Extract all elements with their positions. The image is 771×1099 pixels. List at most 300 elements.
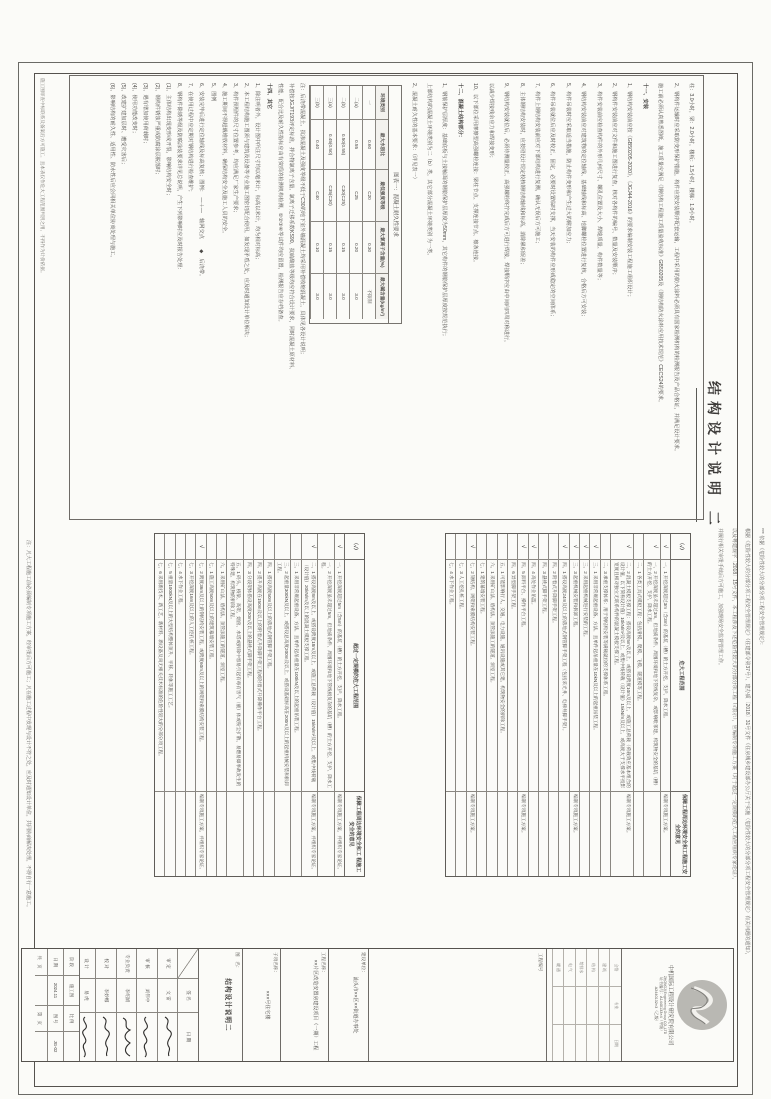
countersign-blank bbox=[587, 987, 599, 1025]
field-value: ×××号住宅楼 bbox=[264, 990, 270, 1020]
opinion-cell: 编制专项施工方案。 bbox=[663, 794, 669, 836]
countersign-header: 专业 bbox=[610, 987, 622, 1025]
note-line: 5、构件吊装时应采取适当措施，防止构件变形和产生过大的附加应力； bbox=[564, 83, 571, 247]
field-value: 汕头市××区××街道办事处 bbox=[352, 976, 358, 1034]
sheet-title: 结构设计说明 二 bbox=[706, 381, 722, 531]
scope-cell: 三、2 采用起重机械进行安装的工程。 bbox=[580, 560, 589, 792]
opinion-cell bbox=[155, 792, 164, 876]
table-row bbox=[185, 534, 195, 876]
opinion-cell bbox=[487, 792, 496, 876]
sheet-meta-cell: 日 期 bbox=[47, 949, 63, 976]
durability-table-grid bbox=[310, 86, 388, 323]
note-line: 4、施工期间不得超载堆放材料，确保结构安全及施工人员的安全。 bbox=[220, 83, 227, 237]
durability-cell: 3.0 bbox=[323, 274, 336, 319]
scope-cell: 一、2 开挖深度虽未超过5m，但地质条件、周围环境和地下管线极复杂的基坑（槽）的土方开挖、支护、降水工程。 bbox=[318, 560, 334, 792]
opinion-cell bbox=[529, 792, 538, 876]
durability-cell: 三(b) bbox=[310, 86, 323, 120]
margin-paragraph-line: 并履行相关审批手续后方可施工，加强现场安全监督管理工作。 bbox=[717, 528, 724, 669]
company-section bbox=[621, 949, 733, 1061]
note-line: 以减少焊接残余应力和焊接变形； bbox=[487, 83, 494, 161]
check-cell: √ bbox=[570, 534, 579, 560]
table-row bbox=[589, 534, 599, 876]
check-cell bbox=[207, 534, 216, 560]
note-line: 十二、混凝土结构部分： bbox=[456, 83, 463, 141]
scope-cell: 四、2 附着式升降脚手架工程。 bbox=[549, 560, 558, 792]
opinion-cell bbox=[318, 792, 334, 876]
check-cell: √ bbox=[467, 534, 476, 560]
opinion-cell bbox=[186, 792, 195, 876]
signature-role-label: 审 核 bbox=[137, 949, 158, 979]
signature-grid bbox=[80, 949, 198, 1061]
bottom-margin-note-2: 施工图审查中标联系及备案后方可施工，且本表仅作危大工程范围判别之用，不得作为计价依据。 bbox=[40, 78, 45, 276]
note-sub-item: (5)、改建扩建加层时、遭受灾害后； bbox=[120, 83, 127, 168]
table-row bbox=[476, 534, 486, 876]
note-line: 柱：3.0小时，梁：2.0小时，楼板：1.5小时，楼梯：1.0小时。 bbox=[688, 83, 694, 226]
check-cell bbox=[254, 534, 263, 560]
signature-squiggle-icon bbox=[80, 1014, 93, 1060]
opinion-cell bbox=[644, 792, 660, 876]
durability-cell: 0.60 bbox=[362, 120, 375, 170]
durability-cell: 3.0 bbox=[336, 274, 349, 319]
table-row bbox=[155, 534, 164, 876]
table-header-scope: 超过一定规模的危大工程范围 bbox=[345, 560, 364, 792]
sheet-meta-cell: 第 页 bbox=[35, 1006, 47, 1032]
table-row bbox=[558, 534, 568, 876]
note-line: 2、混凝土耐久性的基本要求：（详见表一） bbox=[410, 83, 417, 182]
opinion-cell bbox=[244, 792, 253, 876]
opinion-cell bbox=[559, 792, 568, 876]
note-line: 7、在使用过程中应定期对钢结构进行检查维护； bbox=[187, 83, 194, 195]
durability-cell: 二(a) bbox=[349, 86, 362, 120]
table-row bbox=[610, 534, 633, 876]
table-row bbox=[660, 534, 670, 876]
project-fields-section bbox=[198, 949, 368, 1061]
handwritten-signature bbox=[80, 1013, 96, 1061]
dangerous-works-table bbox=[445, 533, 691, 877]
opinion-cell bbox=[227, 792, 243, 876]
scope-cell: 三、1 采用非常规起重设备、方法，且单件起吊重量在100kN及以上的起重吊装工程。 bbox=[291, 560, 300, 792]
opinion-cell: 编制专项施工方案。 bbox=[469, 794, 475, 836]
check-cell bbox=[155, 534, 164, 560]
company-logo-icon bbox=[677, 980, 727, 1030]
scope-cell: 四、6 异型脚手架工程。 bbox=[508, 560, 517, 792]
project-field bbox=[328, 949, 368, 1061]
durability-cell: 3.0 bbox=[310, 274, 323, 319]
check-cell bbox=[634, 534, 643, 560]
table-row bbox=[290, 534, 300, 876]
note-line: 6、安装完毕后进行定位轴线及标高复核；图例： —＋— 轴网交点 ◆ 后浇带。 bbox=[198, 83, 205, 280]
general-notes-block bbox=[69, 75, 704, 520]
table-row bbox=[206, 534, 216, 876]
bottom-margin-note: 注：凡大工程施工前必须编制专项施工方案，经审批后方可施工；凡在施工过程中发现与设计不符之处，应及时通知设计单位，共同协商解决处理，不得自行一意施工。 bbox=[25, 540, 31, 911]
sheet-meta-cell: 比 例 bbox=[63, 1006, 79, 1032]
notes-bottom-section bbox=[173, 83, 307, 512]
note-line: 7、构件上钢结构安装前应对下部结构进行复测，确认无误后方可施工； bbox=[533, 83, 540, 247]
scope-cell: 七、2 钢结构、网架和索膜结构安装工程。 bbox=[467, 560, 476, 792]
durability-header-cell: 最大氯离子含量(%) bbox=[375, 222, 388, 274]
scope-cell: 一、1 开挖深度超过3m（含3m）的基坑（槽）的土方开挖、支护、降水工程。 bbox=[661, 560, 670, 792]
scope-cell: 二、1 搭设高度8m及以上，或搭设跨度18m及以上，或施工总荷载（设计值）15kN/m²及以上，或集中线荷载（设计值）20kN/m及以上的混凝土模板支撑工程。 bbox=[302, 560, 318, 792]
durability-cell: 0.40 bbox=[310, 120, 323, 170]
check-cell: √ bbox=[302, 534, 318, 560]
handwritten-signature bbox=[137, 1013, 158, 1061]
note-line: 3、构件安装前应检查构件的外形几何尺寸、螺孔位置及大小、焊缝质量、构件数量等； bbox=[595, 83, 602, 284]
table-row bbox=[334, 534, 344, 876]
signature-header-date: 日 期 bbox=[178, 1013, 199, 1061]
countersign-grid bbox=[552, 949, 621, 1061]
project-field bbox=[280, 949, 328, 1061]
field-label: 子项名称： bbox=[273, 952, 278, 975]
note-sub-item: (1)、主体结构出现变形或开裂，影响结构安全时； bbox=[164, 83, 171, 199]
countersign-header: 会签 bbox=[610, 949, 622, 987]
margin-paragraph-line: 根据《危险性较大的分部分项工程安全管理规定》（住建部令第37号）、建办质〔2018〕31号文件《住房城乡建设部办公厅关于实施〈危险性较大的分部分项工程安全管理规定〉有关问题的通知》， bbox=[744, 528, 751, 958]
scope-cell: 七、3 人工挖孔桩工程。 bbox=[456, 560, 465, 792]
project-field bbox=[198, 949, 242, 1061]
check-cell bbox=[275, 534, 291, 560]
scope-cell: 一、2 开挖深度虽未超过3m，但地质条件、周围环境和地下管线复杂，或影响毗邻建、构筑物安全的基坑（槽）的土方开挖、支护、降水工程。 bbox=[644, 560, 660, 792]
table-row bbox=[548, 534, 558, 876]
durability-header-cell: 最大碱含量(kg/m³) bbox=[375, 274, 388, 319]
check-cell bbox=[318, 534, 334, 560]
note-line: 8、主体钢结构安装时，应按照设计规定校核钢结构轴线和标高，消除累积误差； bbox=[518, 83, 525, 268]
margin-paragraph-line: *** 依据《危险性较大的分部分项工程安全管理规定》： bbox=[758, 528, 764, 648]
scope-cell: 五、1 码头、桥梁、高架、烟囱、水塔或拆除中容易引起有毒有害气（液）体或粉尘扩散、易燃易爆事故发生的特殊建、构筑物的拆除工程。 bbox=[227, 560, 243, 792]
table-row bbox=[317, 534, 334, 876]
check-cell: √ bbox=[196, 534, 205, 560]
note-line: 10、以下部位采用摩擦型高强螺栓连接：梁柱节点、支撑连接节点、檩条连接。 bbox=[472, 83, 479, 266]
opinion-cell: 编制专项施工方案。 bbox=[521, 794, 527, 836]
table-row bbox=[600, 534, 610, 876]
opinion-cell: 编制专项施工方案。 bbox=[626, 794, 632, 836]
sheet-meta-grid bbox=[35, 949, 79, 1061]
durability-cell: C20 bbox=[362, 170, 375, 222]
check-cell bbox=[549, 534, 558, 560]
field-value: ××片区改造安置房建设项目（一期）工程 bbox=[312, 959, 318, 1051]
note-line: 补偿按JGJ/T193评定标准，拌合物氯离子含量、氯离子迁移系数KS90、抗硫酸盐等级均应符合设计要求，同时混凝土原材料、 bbox=[288, 83, 295, 373]
table-row bbox=[253, 534, 263, 876]
countersign-blank bbox=[575, 1025, 587, 1061]
check-cell bbox=[186, 534, 195, 560]
check-cell: √ bbox=[611, 534, 633, 560]
table-row bbox=[569, 534, 579, 876]
scope-cell: 六、1 采用矿山法、盾构法、顶管法施工的隧道、洞室工程。 bbox=[217, 560, 226, 792]
table-row bbox=[455, 534, 465, 876]
signature-header-name: 签 名 bbox=[178, 979, 199, 1013]
company-name-cn: 中机国际工程设计研究院有限公司 bbox=[667, 964, 673, 1046]
check-cell: √ bbox=[518, 534, 527, 560]
signature-role-label: 专业负责 bbox=[116, 949, 137, 979]
countersign-blank bbox=[575, 987, 587, 1025]
scope-cell: 二、3 承重支撑体系：用于钢结构安装等满载就位的支撑体系工程。 bbox=[601, 560, 610, 792]
check-cell: √ bbox=[559, 534, 568, 560]
check-cell bbox=[487, 534, 496, 560]
sheet-meta-cell bbox=[35, 1032, 47, 1061]
countersign-discipline: 电 气 bbox=[564, 949, 576, 987]
table-row bbox=[466, 534, 476, 876]
scope-cell: 四、1 搭设高度24m及以上的落地式钢管脚手架工程（包括采光井、电梯井脚手架）。 bbox=[559, 560, 568, 792]
table-header-check: （√） bbox=[671, 534, 690, 560]
scope-cell: 三、1 采用非常规起重设备、方法，且单件起吊重量在10kN及以上的起重吊装工程。 bbox=[590, 560, 599, 792]
scope-cell: 四、4 高处作业吊篮。 bbox=[529, 560, 538, 792]
signature-role-label: 设 计 bbox=[80, 949, 96, 979]
note-line: 4、钢结构安装前应对建筑物的定位轴线、基础轴线和标高、地脚螺栓位置进行复核，合格后方可安装； bbox=[580, 83, 587, 320]
sheet-meta-cell: 阶 段 bbox=[63, 949, 79, 976]
table-header-check: （√） bbox=[345, 534, 364, 560]
durability-cell: 0.55 bbox=[349, 120, 362, 170]
signature-section bbox=[80, 949, 198, 1061]
signature-squiggle-icon bbox=[161, 1014, 175, 1060]
notes-top-section bbox=[405, 83, 698, 512]
signature-squiggle-icon bbox=[99, 1014, 113, 1060]
table-row bbox=[195, 534, 205, 876]
scope-cell: 二、2 混凝土模板支撑工程：搭设高度5m及以上，或搭设跨度10m及以上，或施工总荷载（荷载效应基本组合的设计值，以下简称设计值）10kN/m²及以上，或集中线荷载（设计值）15kN/m及以上，或高度大于支撑水平投影宽度且相对独立无联系构件的混凝土模板支撑工程。 bbox=[611, 560, 633, 792]
scope-cell: 四、3 分段架体搭设高度20m及以上的悬挑式脚手架工程。 bbox=[244, 560, 253, 792]
table-row bbox=[633, 534, 643, 876]
check-cell: √ bbox=[529, 534, 538, 560]
durability-cell: 0.50(0.55) bbox=[336, 120, 349, 170]
concrete-durability-table bbox=[309, 85, 402, 324]
durability-cell: 0.20 bbox=[349, 222, 362, 274]
project-number-label: 工程编号 bbox=[538, 953, 543, 972]
note-line: 9、钢结构安装就位后，必须待测量校正、高强螺栓终拧完成后方可进行焊接，焊接顺序应由中间向四周对称进行， bbox=[503, 83, 510, 346]
table-row bbox=[263, 534, 273, 876]
table-row bbox=[497, 534, 507, 876]
countersign-header: 日期 bbox=[610, 1025, 622, 1061]
scope-cell: 七、2 跨度36m及以上的钢结构安装工程，或跨度60m及以上的网架和索膜结构安装工程。 bbox=[196, 560, 205, 792]
check-cell bbox=[244, 534, 253, 560]
durability-cell: 二(b) bbox=[336, 86, 349, 120]
scope-cell: 二、1 各类工具式模板工程：包括滑模、爬模、飞模、隧道模等工程。 bbox=[634, 560, 643, 792]
check-cell bbox=[601, 534, 610, 560]
signature-printed-name: 文 雷 bbox=[157, 979, 178, 1013]
note-line: 十四、其它 bbox=[265, 83, 272, 109]
table-row bbox=[528, 534, 538, 876]
countersign-blank bbox=[552, 987, 564, 1025]
field-label: 工程名称： bbox=[321, 952, 326, 975]
table-row bbox=[517, 534, 527, 876]
note-line: 2、钢构件安装前应对文件和施工图进行复查，核对各构件的编号、数量及安装顺序； bbox=[610, 83, 617, 278]
opinion-cell: 编制专项施工方案，并组织专家论证。 bbox=[199, 794, 205, 873]
scope-cell: 六、1 采用矿山法、盾构法、顶管法施工的隧道、洞室工程。 bbox=[487, 560, 496, 792]
opinion-cell bbox=[446, 792, 455, 876]
check-cell bbox=[291, 534, 300, 560]
durability-header-cell: 最低强度等级 bbox=[375, 170, 388, 222]
scope-cell: 七、4 水下作业工程。 bbox=[446, 560, 455, 792]
logo-wave-icon bbox=[677, 980, 727, 1030]
sheet-meta-cell: 图 号 bbox=[47, 1006, 63, 1032]
note-line: 5、图例 bbox=[209, 83, 216, 102]
opinion-cell bbox=[217, 792, 226, 876]
countersign-discipline: 建 筑 bbox=[598, 949, 610, 987]
countersign-blank bbox=[564, 1025, 576, 1061]
scope-cell: 五、1 可能影响行人、交通、电力设施、通讯设施或其它建、构筑物安全的拆除工程。 bbox=[498, 560, 507, 792]
countersign-blank bbox=[587, 1025, 599, 1061]
check-cell bbox=[498, 534, 507, 560]
countersign-blank bbox=[564, 987, 576, 1025]
durability-header-cell: 最大水胶比 bbox=[375, 120, 388, 170]
handwritten-signature bbox=[157, 1013, 178, 1061]
opinion-cell bbox=[498, 792, 507, 876]
note-sub-item: (6)、影响结构的耐久性、适用性、防水性后应会同相关单位协商处理与施工。 bbox=[108, 83, 115, 261]
scope-cell: 三、3 起重机械安装和拆卸工程。 bbox=[570, 560, 579, 792]
sheet-meta-cell bbox=[63, 1032, 79, 1061]
scope-cell: 七、1 施工高度50m及以上的建筑幕墙安装工程。 bbox=[207, 560, 216, 792]
durability-cell: C40 bbox=[310, 170, 323, 222]
opinion-cell: 编制专项施工方案，并组织专家论证。 bbox=[337, 794, 343, 873]
note-line: 注：后浇带混凝土、抗渗混凝土及强度等级不低于C30的地下室外墙混凝土均采用补偿收缩混凝土，具体见各设计说明； bbox=[299, 83, 306, 358]
signature-squiggle-icon bbox=[140, 1014, 154, 1060]
opinion-cell bbox=[508, 792, 517, 876]
opinion-cell: 编制专项施工方案，并组织专家论证。 bbox=[310, 794, 316, 873]
note-line: 2、钢构件运输时应采取防变形保护措施，构件应按安装顺序配套运输，工程中采用的防火涂料必须具有国家检测机构的检测报告及产品合格证，并满足设计要求。 bbox=[672, 83, 679, 455]
countersign-discipline: 暖 通 bbox=[552, 949, 564, 987]
opinion-cell bbox=[634, 792, 643, 876]
countersign-discipline: 给排水 bbox=[575, 949, 587, 987]
check-cell bbox=[176, 534, 185, 560]
table-header-scope: 危大工程范围 bbox=[671, 560, 690, 792]
countersign-section bbox=[546, 949, 621, 1061]
check-cell bbox=[446, 534, 455, 560]
company-name-en: ZHONGJI Engineering Group CO.,LTD bbox=[663, 975, 667, 1035]
countersign-blank bbox=[598, 987, 610, 1025]
durability-cell: C25 bbox=[349, 170, 362, 222]
durability-cell: 三(a) bbox=[323, 86, 336, 120]
durability-cell: 不限制 bbox=[362, 274, 375, 319]
scope-cell: 七、1 建筑幕墙安装工程。 bbox=[477, 560, 486, 792]
durability-cell: 0.10 bbox=[310, 222, 323, 274]
scope-cell: 四、3 悬挑式脚手架工程。 bbox=[539, 560, 548, 792]
scope-cell: 七、6 采用新技术、新工艺、新材料、新设备及尚无相关技术标准的危险性较大的分部分项工程。 bbox=[155, 560, 164, 792]
sheet-meta-cell: 共 页 bbox=[35, 949, 47, 976]
title-block bbox=[21, 948, 734, 1062]
opinion-cell bbox=[165, 792, 174, 876]
durability-header-cell: 环境类别 bbox=[375, 86, 388, 120]
scope-cell: 七、3 开挖深度16m及以上的人工挖孔桩工程。 bbox=[186, 560, 195, 792]
note-line: 1、钢结构安装前应按《GB50205-2020》、《JGJ44-2016》的要求编制安装工程施工组织设计； bbox=[626, 83, 633, 300]
scope-cell: 四、5 卸料平台、操作平台工程。 bbox=[518, 560, 527, 792]
note-line: 性能、配合比及耐久性指标应由有资质的检测机构检测，①②③④等试件均应留置，检测报告应存档备查。 bbox=[276, 83, 283, 325]
signature-printed-name: 刘伟中 bbox=[137, 979, 158, 1013]
project-field bbox=[242, 949, 280, 1061]
note-line: 6、构件吊装就位后应及时校正、固定，必要时设置临时支撑，当天安装的构件应形成稳定的空间体系； bbox=[549, 83, 556, 320]
check-cell bbox=[217, 534, 226, 560]
notes-sub-items bbox=[106, 83, 173, 512]
table-row bbox=[538, 534, 548, 876]
check-cell bbox=[264, 534, 273, 560]
sheet-meta-cell: JG-02 bbox=[47, 1032, 63, 1061]
table-row bbox=[274, 534, 291, 876]
note-line: 上部结构的混凝土环境类别为二（b）类，其它部分混凝土环境类别 为一类。 bbox=[426, 83, 433, 259]
check-cell bbox=[539, 534, 548, 560]
note-line: 8、钢构件除锈等级及防腐涂装要求详见总说明，产生下列影响时应及时报告处理： bbox=[176, 83, 183, 273]
signature-header-diagonal bbox=[178, 949, 199, 979]
over-scale-dangerous-works-table bbox=[154, 533, 365, 877]
table-row bbox=[164, 534, 174, 876]
check-cell: √ bbox=[580, 534, 589, 560]
signature-squiggle-icon bbox=[120, 1014, 134, 1060]
table-row bbox=[507, 534, 517, 876]
cert-number-1: 证书编号：A1440133×4（甲级） bbox=[659, 977, 663, 1033]
check-cell bbox=[165, 534, 174, 560]
opinion-cell bbox=[477, 792, 486, 876]
sheet-meta-cell: 施工图 bbox=[63, 976, 79, 1006]
note-line: 施工前必须认真熟悉图纸，施工质量应满足《钢结构工程施工质量验收标准》GB50205及《钢结构防火涂料应用技术规范》CECS24的要求。 bbox=[657, 83, 664, 406]
cert-number-2: A2440132×3（乙级） bbox=[654, 986, 658, 1024]
opinion-cell bbox=[291, 792, 300, 876]
table-row bbox=[216, 534, 226, 876]
opinion-cell bbox=[580, 792, 589, 876]
durability-cell: 0.15 bbox=[323, 222, 336, 274]
durability-cell: C35(C30) bbox=[323, 170, 336, 222]
project-number-section bbox=[368, 949, 546, 1061]
signature-printed-name: 李妙娜 bbox=[96, 979, 117, 1013]
check-cell: √ bbox=[590, 534, 599, 560]
signature-role-label: 审 定 bbox=[157, 949, 178, 979]
opinion-cell bbox=[207, 792, 216, 876]
field-label: 图 名： bbox=[235, 952, 240, 971]
opinion-cell: 编制专项施工方案。 bbox=[572, 794, 578, 836]
table-row bbox=[243, 534, 253, 876]
durability-cell: 0.45(0.50) bbox=[323, 120, 336, 170]
opinion-cell bbox=[539, 792, 548, 876]
opinion-cell bbox=[254, 792, 263, 876]
check-cell: √ bbox=[661, 534, 670, 560]
opinion-cell bbox=[549, 792, 558, 876]
note-sub-item: (2)、钢构件锈蚀严重或防腐涂层脱落时； bbox=[153, 83, 160, 178]
signature-printed-name: 李绍娟 bbox=[116, 979, 137, 1013]
table-row bbox=[486, 534, 496, 876]
durability-cell: 0.15 bbox=[336, 222, 349, 274]
scope-cell: 七、5 重量1000kN及以上的大型结构整体顶升、平移、转体等施工工艺。 bbox=[165, 560, 174, 792]
opinion-cell bbox=[264, 792, 273, 876]
scope-cell: 四、1 搭设高度50m及以上的落地式钢管脚手架工程。 bbox=[264, 560, 273, 792]
countersign-discipline: 结 构 bbox=[587, 949, 599, 987]
check-cell bbox=[477, 534, 486, 560]
opinion-cell bbox=[590, 792, 599, 876]
countersign-blank bbox=[598, 1025, 610, 1061]
sheet-meta-cell: 2024.11 bbox=[47, 976, 63, 1006]
opinion-cell bbox=[176, 792, 185, 876]
field-label: 建设单位： bbox=[361, 952, 366, 975]
scope-cell: 三、2 起重量300kN及以上，或搭设总高度200m及以上，或搭设基础标高在200m及以上的起重机械安装和拆卸工程。 bbox=[275, 560, 291, 792]
sheet-meta-cell bbox=[35, 976, 47, 1006]
table-header-opinion: 保障工程周边环境安全和工 程施工安全的意见 bbox=[348, 795, 361, 873]
handwritten-signature bbox=[116, 1013, 137, 1061]
table-row bbox=[175, 534, 185, 876]
scope-cell: 四、2 提升高度在150m及以上的附着式升降脚手架工程或附着式升降操作平台工程。 bbox=[254, 560, 263, 792]
opinion-cell bbox=[601, 792, 610, 876]
table-header-opinion: 保障工程周边环境安全和工程施工安全的意见 bbox=[674, 794, 687, 875]
handwritten-signature bbox=[96, 1013, 117, 1061]
durability-table-title: 图表一：混凝土耐久性要求 bbox=[388, 86, 401, 323]
table-row bbox=[301, 534, 318, 876]
sheet-meta-section bbox=[35, 949, 80, 1061]
note-sub-item: (3)、遇有增加使用荷载时； bbox=[142, 83, 149, 147]
durability-cell: 0.30 bbox=[362, 222, 375, 274]
table-row bbox=[226, 534, 243, 876]
note-sub-item: (4)、使用功能改变时； bbox=[131, 83, 138, 137]
scope-cell: 七、4 水下作业工程。 bbox=[176, 560, 185, 792]
signature-role-label: 校 对 bbox=[96, 949, 117, 979]
table-row bbox=[579, 534, 589, 876]
durability-cell: C30(C25) bbox=[336, 170, 349, 222]
check-cell bbox=[508, 534, 517, 560]
note-line: 1、除注明者外，设计图中所注尺寸均以毫米计，标高以米计，均为相对标高； bbox=[254, 83, 261, 263]
signature-printed-name: 易 虎 bbox=[80, 979, 96, 1013]
note-line: 3、构件预埋件的尺寸位置参考，均应满足厂家生产要求； bbox=[232, 83, 239, 216]
check-cell: √ bbox=[644, 534, 660, 560]
check-cell bbox=[227, 534, 243, 560]
